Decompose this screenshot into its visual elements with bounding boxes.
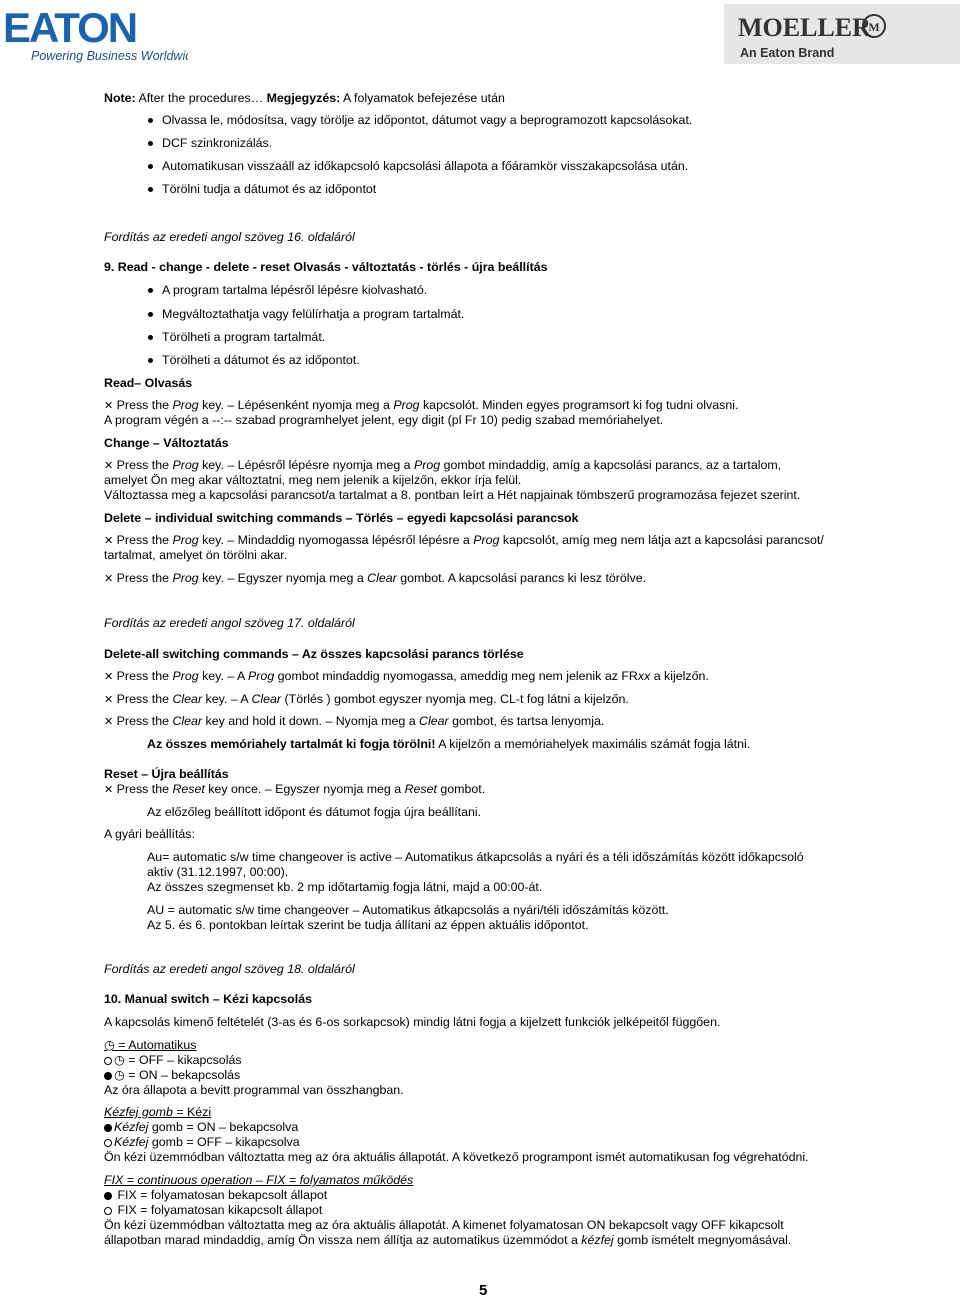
kezfej-off-line: Kézfej gomb = OFF – kikapcsolva: [104, 1135, 300, 1150]
reset-au-2: aktív (31.12.1997, 00:00).: [147, 865, 289, 879]
fix-heading: FIX = continuous operation – FIX = folyamatos működés: [104, 1173, 414, 1187]
step-cross-icon: ✕: [104, 784, 114, 796]
fix-desc-1: Ön kézi üzemmódban változtatta meg az óra aktuális állapotát. A kimenet folyamatosan ON bekapcsolt vagy OFF kikapcsolt: [104, 1218, 784, 1232]
bullet-icon: [148, 358, 153, 363]
bullet-icon: [148, 164, 153, 169]
read-line-1: ✕ Press the Prog key. – Lépésenként nyomja meg a Prog kapcsolót. Minden egyes programsort ki fog tudni olvasni.: [104, 398, 739, 412]
translation-note-16: Fordítás az eredeti angol szöveg 16. oldaláról: [104, 230, 355, 244]
bullet-icon: [148, 312, 153, 317]
note-line: [104, 91, 505, 106]
page-number: 5: [479, 1282, 488, 1299]
reset-heading: Reset – Újra beállítás: [104, 767, 229, 781]
step-cross-icon: ✕: [104, 694, 114, 706]
bullet-icon: [148, 187, 153, 192]
bullet-icon: [148, 288, 153, 293]
moeller-brand: An Eaton Brand: [740, 46, 835, 60]
fix-on-line: FIX = folyamatosan bekapcsolt állapot: [104, 1188, 327, 1203]
section-9-item-4: Törölheti a dátumot és az időpontot.: [162, 353, 360, 367]
mode-on-line: ◷ = ON – bekapcsolás: [104, 1068, 240, 1083]
eaton-logo-mark: [3, 4, 188, 66]
deleteall-line-2: ✕ Press the Clear key. – A Clear (Törlés ) gombot egyszer nyomja meg. CL-t fog látni a kijelzőn.: [104, 692, 629, 706]
step-cross-icon: ✕: [104, 535, 114, 547]
step-cross-icon: ✕: [104, 671, 114, 683]
reset-au-1: Au= automatic s/w time changeover is active – Automatikus átkapcsolás a nyári és a téli időszámítás között időkapcsoló: [147, 850, 804, 864]
mode-off-line: ◷ = OFF – kikapcsolás: [104, 1053, 242, 1068]
reset-line-1: ✕ Press the Reset key once. – Egyszer nyomja meg a Reset gombot.: [104, 782, 486, 796]
note-label: Note:: [104, 91, 136, 105]
delete-line-1: ✕ Press the Prog key. – Mindaddig nyomogassa lépésről lépésre a Prog kapcsolót, amíg meg nem látja azt a kapcsolási parancsot/: [104, 533, 824, 547]
eaton-logo-text: EATON: [3, 4, 137, 51]
delete-line-2: tartalmat, amelyet ön törölni akar.: [104, 548, 288, 562]
read-line-2: A program végén a --:-- szabad programhelyet jelent, egy digit (pl Fr 10) pedig szabad memóriahelyet.: [104, 413, 664, 427]
svg-text:M: M: [868, 20, 880, 34]
step-cross-icon: ✕: [104, 400, 114, 412]
eaton-tagline: Powering Business Worldwide: [31, 49, 188, 63]
note-item-2: DCF szinkronizálás.: [162, 136, 273, 150]
deleteall-line-3: ✕ Press the Clear key and hold it down. – Nyomja meg a Clear gombot, és tartsa lenyomja.: [104, 714, 605, 728]
change-line-2: amelyet Ön meg akar változtatni, meg nem jelenik a kijelzőn, ekkor írja felül.: [104, 473, 522, 487]
section-9-item-3: Törölheti a program tartalmát.: [162, 330, 326, 344]
note-item-3: Automatikusan visszaáll az időkapcsoló kapcsolási állapota a főáramkör visszakapcsolása után.: [162, 159, 689, 173]
delete-line-3: ✕ Press the Prog key. – Egyszer nyomja meg a Clear gombot. A kapcsolási parancs ki lesz törölve.: [104, 571, 647, 585]
deleteall-line-1: ✕ Press the Prog key. – A Prog gombot mindaddig nyomogassa, ameddig meg nem jelenik az FRxx a kijelzőn.: [104, 669, 709, 683]
circle-filled-icon: [104, 1072, 112, 1080]
change-heading: Change – Változtatás: [104, 436, 229, 450]
eaton-logo: [3, 4, 188, 70]
kezfej-heading: Kézfej gomb = Kézi: [104, 1105, 212, 1119]
circle-filled-icon: [104, 1192, 112, 1200]
deleteall-warning: Az összes memóriahely tartalmát ki fogja törölni! A kijelzőn a memóriahelyek maximális számát fogja látni.: [147, 737, 751, 751]
note-en: After the procedures…: [138, 91, 264, 105]
circle-outline-icon: [104, 1057, 112, 1065]
note-item-1: Olvassa le, módosítsa, vagy törölje az időpontot, dátumot vagy a beprogramozott kapcsolásokat.: [162, 113, 693, 127]
translation-note-18: Fordítás az eredeti angol szöveg 18. oldaláról: [104, 962, 355, 976]
fix-desc-2: állapotban marad mindaddig, amíg Ön vissza nem állítja az automatikus üzemmódot a kézfej gomb ismételt megnyomásával.: [104, 1233, 792, 1247]
step-cross-icon: ✕: [104, 460, 114, 472]
change-line-1: ✕ Press the Prog key. – Lépésről lépésre nyomja meg a Prog gombot mindaddig, amíg a kapcsolási parancs, az a tartalom,: [104, 458, 782, 472]
note-item-4: Törölni tudja a dátumot és az időpontot: [162, 182, 377, 196]
fix-off-line: FIX = folyamatosan kikapcsolt állapot: [104, 1203, 322, 1218]
moeller-logo: [724, 4, 960, 64]
deleteall-heading: Delete-all switching commands – Az összes kapcsolási parancs törlése: [104, 647, 524, 661]
section-9-title-hu: Olvasás - változtatás - törlés - újra beállítás: [293, 260, 548, 274]
section-9-item-2: Megváltoztathatja vagy felülírhatja a program tartalmát.: [162, 307, 465, 321]
reset-au-4: AU = automatic s/w time changeover – Automatikus átkapcsolás a nyári/téli időszámítás között.: [147, 903, 669, 917]
kezfej-on-line: Kézfej gomb = ON – bekapcsolva: [104, 1120, 298, 1135]
section-10-intro: A kapcsolás kimenő feltételét (3-as és 6-os sorkapcsok) mindig látni fogja a kijelzett funkciók jelképeitől függően.: [104, 1015, 721, 1029]
delete-heading: Delete – individual switching commands – Törlés – egyedi kapcsolási parancsok: [104, 511, 579, 525]
clock-icon: ◷: [114, 1068, 125, 1082]
section-9-title: [104, 260, 547, 275]
section-10-title: 10. Manual switch – Kézi kapcsolás: [104, 992, 312, 1006]
bullet-icon: [148, 141, 153, 146]
moeller-logo-mark: [724, 4, 960, 64]
circle-outline-icon: [104, 1207, 112, 1215]
note-hu: A folyamatok befejezése után: [343, 91, 505, 105]
reset-line-2: Az előzőleg beállított időpont és dátumot fogja újra beállítani.: [147, 805, 482, 819]
translation-note-17: Fordítás az eredeti angol szöveg 17. oldaláról: [104, 616, 355, 630]
circle-filled-icon: [104, 1124, 112, 1132]
section-9-title-en: 9. Read - change - delete - reset: [104, 260, 290, 274]
note-hu-label: Megjegyzés:: [266, 91, 341, 105]
step-cross-icon: ✕: [104, 716, 114, 728]
clock-icon: ◷: [114, 1053, 125, 1067]
step-cross-icon: ✕: [104, 573, 114, 585]
reset-au-5: Az 5. és 6. pontokban leírtak szerint be tudja állítani az éppen aktuális időpontot.: [147, 918, 589, 932]
reset-au-3: Az összes szegmenset kb. 2 mp időtartamig fogja látni, majd a 00:00-át.: [147, 880, 543, 894]
bullet-icon: [148, 118, 153, 123]
reset-factory: A gyári beállítás:: [104, 827, 195, 841]
section-9-item-1: A program tartalma lépésről lépésre kiolvasható.: [162, 283, 428, 297]
clock-state-text: Az óra állapota a bevitt programmal van összhangban.: [104, 1083, 404, 1097]
mode-auto-line: ◷ = Automatikus: [104, 1038, 197, 1052]
moeller-logo-text: MOELLER: [738, 13, 871, 42]
circle-outline-icon: [104, 1139, 112, 1147]
read-heading: Read– Olvasás: [104, 376, 193, 390]
clock-icon: ◷: [104, 1038, 115, 1052]
change-line-3: Változtassa meg a kapcsolási parancsot/a tartalmat a 8. pontban leírt a Hét napjainak tömbszerű programozása fejezet szerint.: [104, 488, 801, 502]
bullet-icon: [148, 335, 153, 340]
kezfej-desc: Ön kézi üzemmódban változtatta meg az óra aktuális állapotát. A következő programpont ismét automatikusan fog végrehatódni.: [104, 1150, 809, 1164]
